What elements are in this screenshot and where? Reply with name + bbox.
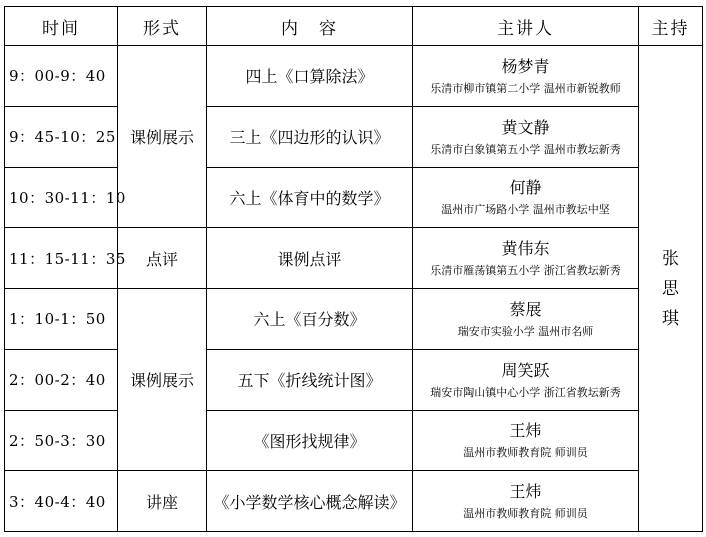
speaker-name: 蔡展	[509, 299, 542, 319]
header-time: 时间	[5, 7, 118, 46]
host-char: 张	[662, 248, 679, 269]
schedule-table	[4, 6, 703, 532]
speaker-name: 杨梦青	[501, 56, 550, 76]
speaker-title: 乐清市白象镇第五小学 温州市教坛新秀	[430, 142, 621, 156]
time-cell: 1：10-1：50	[5, 289, 118, 350]
table-row	[5, 106, 703, 167]
header-form: 形式	[118, 7, 207, 46]
speaker-name: 王炜	[509, 421, 542, 441]
header-row	[5, 7, 703, 46]
table-row	[5, 289, 703, 350]
speaker-name: 黄文静	[501, 117, 550, 137]
speaker-cell	[413, 289, 639, 350]
header-speaker: 主讲人	[413, 7, 639, 46]
header-host: 主持	[639, 7, 703, 46]
speaker-cell	[413, 410, 639, 471]
speaker-cell	[413, 471, 639, 532]
speaker-cell	[413, 167, 639, 228]
content-cell: 五下《折线统计图》	[207, 349, 413, 410]
table-row	[5, 410, 703, 471]
time-cell: 3：40-4：40	[5, 471, 118, 532]
form-cell: 点评	[118, 228, 207, 289]
speaker-cell	[413, 106, 639, 167]
speaker-cell	[413, 228, 639, 289]
content-cell: 《小学数学核心概念解读》	[207, 471, 413, 532]
speaker-title: 温州市广场路小学 温州市教坛中坚	[441, 203, 610, 217]
content-cell: 课例点评	[207, 228, 413, 289]
speaker-title: 瑞安市实验小学 温州市名师	[457, 324, 594, 338]
content-cell: 六上《百分数》	[207, 289, 413, 350]
speaker-cell	[413, 349, 639, 410]
speaker-title: 温州市教师教育院 师训员	[463, 507, 588, 521]
speaker-title: 乐清市柳市镇第二小学 温州市新锐教师	[430, 81, 621, 95]
speaker-cell	[413, 46, 639, 107]
speaker-name: 黄伟东	[501, 239, 550, 259]
speaker-title: 乐清市雁荡镇第五小学 浙江省教坛新秀	[430, 264, 621, 278]
content-cell: 三上《四边形的认识》	[207, 106, 413, 167]
table-row	[5, 349, 703, 410]
time-cell: 10：30-11：10	[5, 167, 118, 228]
speaker-title: 瑞安市陶山镇中心小学 浙江省教坛新秀	[430, 385, 621, 399]
form-cell: 课例展示	[118, 289, 207, 471]
time-cell: 9：45-10：25	[5, 106, 118, 167]
table-row	[5, 167, 703, 228]
time-cell: 11：15-11：35	[5, 228, 118, 289]
form-cell: 讲座	[118, 471, 207, 532]
speaker-name: 何静	[509, 178, 542, 198]
speaker-name: 周笑跃	[501, 360, 550, 380]
table-row	[5, 228, 703, 289]
host-char: 思	[662, 278, 679, 299]
host-char: 琪	[662, 308, 679, 329]
time-cell: 9：00-9：40	[5, 46, 118, 107]
form-cell: 课例展示	[118, 46, 207, 228]
table-row	[5, 471, 703, 532]
host-cell	[639, 46, 703, 532]
content-cell: 四上《口算除法》	[207, 46, 413, 107]
time-cell: 2：00-2：40	[5, 349, 118, 410]
speaker-title: 温州市教师教育院 师训员	[463, 446, 588, 460]
time-cell: 2：50-3：30	[5, 410, 118, 471]
content-cell: 《图形找规律》	[207, 410, 413, 471]
table-row	[5, 46, 703, 107]
header-content: 内 容	[207, 7, 413, 46]
speaker-name: 王炜	[509, 482, 542, 502]
content-cell: 六上《体育中的数学》	[207, 167, 413, 228]
